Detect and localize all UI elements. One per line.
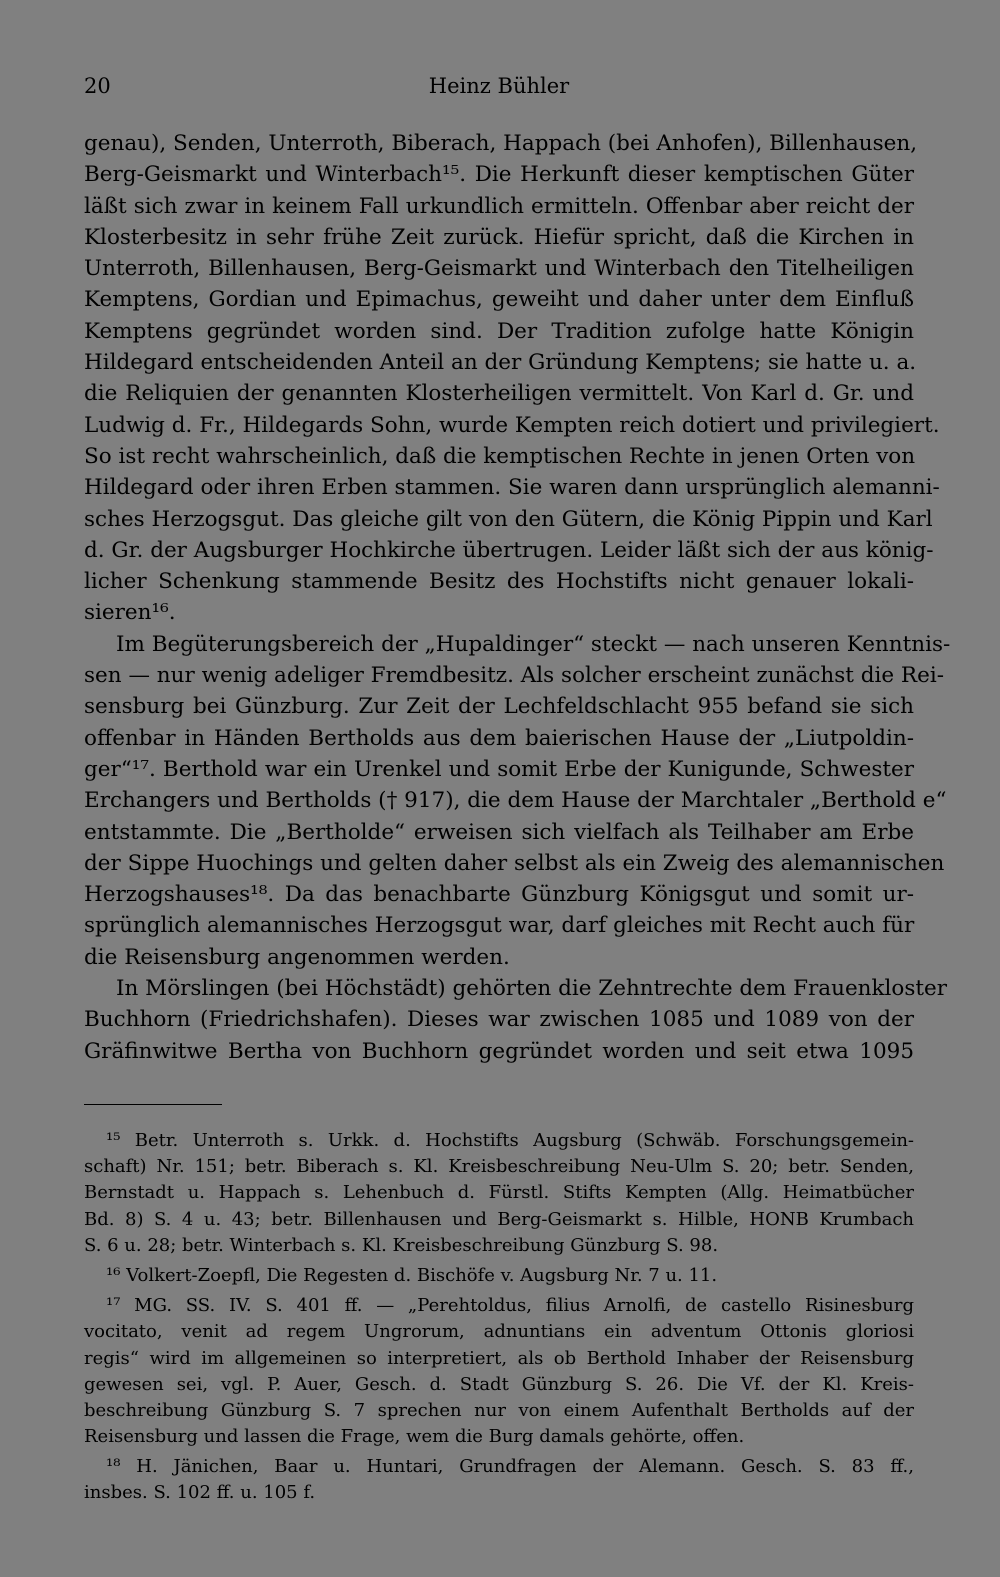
footnote-line: Bd. 8) S. 4 u. 43; betr. Billenhausen und Berg-Geismarkt s. Hilble, HONB Krumbach bbox=[84, 1208, 914, 1230]
footnote-line: regis“ wird im allgemeinen so interpretiert, als ob Berthold Inhaber der Reisensburg bbox=[84, 1347, 914, 1369]
text-line: Erchangers und Bertholds († 917), die dem Hause der Marchtaler „Berthold e“ bbox=[84, 788, 947, 814]
footnote-line: S. 6 u. 28; betr. Winterbach s. Kl. Kreisbeschreibung Günzburg S. 98. bbox=[84, 1234, 719, 1256]
footnote-line: insbes. S. 102 ff. u. 105 f. bbox=[84, 1482, 316, 1504]
text-line: sen — nur wenig adeliger Fremdbesitz. Als solcher erscheint zunächst die Rei- bbox=[84, 663, 944, 689]
text-line: offenbar in Händen Bertholds aus dem baierischen Hause der „Liutpoldin- bbox=[84, 725, 914, 751]
text-line: Klosterbesitz in sehr frühe Zeit zurück. Hiefür spricht, daß die Kirchen in bbox=[84, 224, 914, 250]
footnote-line: ¹⁵ Betr. Unterroth s. Urkk. d. Hochstifts Augsburg (Schwäb. Forschungsgemein- bbox=[106, 1130, 914, 1151]
text-line: entstammte. Die „Bertholde“ erweisen sich vielfach als Teilhaber am Erbe bbox=[84, 819, 914, 845]
main-text bbox=[84, 128, 951, 1067]
text-line: die Reliquien der genannten Klosterheiligen vermittelt. Von Karl d. Gr. und bbox=[84, 381, 914, 407]
footnote-separator bbox=[84, 1104, 222, 1105]
text-line: In Mörslingen (bei Höchstädt) gehörten die Zehntrechte dem Frauenkloster bbox=[116, 976, 948, 1002]
text-line: der Sippe Huochings und gelten daher selbst als ein Zweig des alemannischen bbox=[84, 850, 945, 876]
text-line: ger“¹⁷. Berthold war ein Urenkel und somit Erbe der Kunigunde, Schwester bbox=[84, 756, 914, 782]
text-line: Kemptens, Gordian und Epimachus, geweiht und daher unter dem Einfluß bbox=[84, 287, 914, 313]
text-line: sprünglich alemannisches Herzogsgut war, darf gleiches mit Recht auch für bbox=[84, 913, 915, 939]
footnotes bbox=[84, 1128, 914, 1507]
text-line: Hildegard entscheidenden Anteil an der Gründung Kemptens; sie hatte u. a. bbox=[84, 350, 917, 376]
footnote-line: schaft) Nr. 151; betr. Biberach s. Kl. Kreisbeschreibung Neu-Ulm S. 20; betr. Senden, bbox=[84, 1156, 914, 1178]
text-line: genau), Senden, Unterroth, Biberach, Happach (bei Anhofen), Billenhausen, bbox=[84, 131, 918, 156]
text-line: Kemptens gegründet worden sind. Der Tradition zufolge hatte Königin bbox=[84, 318, 914, 344]
text-line: Ludwig d. Fr., Hildegards Sohn, wurde Kempten reich dotiert und privilegiert. bbox=[84, 412, 940, 438]
text-line: die Reisensburg angenommen werden. bbox=[84, 944, 510, 970]
text-line: Im Begüterungsbereich der „Hupaldinger“ steckt — nach unseren Kenntnis- bbox=[116, 631, 951, 657]
text-line: Hildegard oder ihren Erben stammen. Sie waren dann ursprünglich alemanni- bbox=[84, 475, 940, 501]
text-line: läßt sich zwar in keinem Fall urkundlich ermitteln. Offenbar aber reicht der bbox=[84, 193, 914, 219]
text-line: Unterroth, Billenhausen, Berg-Geismarkt und Winterbach den Titelheiligen bbox=[84, 256, 914, 282]
footnote-line: ¹⁸ H. Jänichen, Baar u. Huntari, Grundfragen der Alemann. Gesch. S. 83 ff., bbox=[106, 1456, 914, 1478]
text-line: Gräfinwitwe Bertha von Buchhorn gegründet worden und seit etwa 1095 bbox=[84, 1038, 914, 1064]
page-number: 20 bbox=[84, 74, 111, 98]
footnote-line: ¹⁶ Volkert-Zoepfl, Die Regesten d. Bischöfe v. Augsburg Nr. 7 u. 11. bbox=[106, 1264, 718, 1286]
footnote-line: ¹⁷ MG. SS. IV. S. 401 ff. — „Perehtoldus, filius Arnolfi, de castello Risinesburg bbox=[106, 1295, 914, 1317]
text-line: sches Herzogsgut. Das gleiche gilt von den Gütern, die König Pippin und Karl bbox=[84, 506, 933, 532]
text-line: Berg-Geismarkt und Winterbach¹⁵. Die Herkunft dieser kemptischen Güter bbox=[84, 162, 914, 188]
text-line: Herzogshauses¹⁸. Da das benachbarte Günzburg Königsgut und somit ur- bbox=[84, 882, 914, 908]
page-header bbox=[84, 74, 914, 104]
footnote-line: beschreibung Günzburg S. 7 sprechen nur von einem Aufenthalt Bertholds auf der bbox=[84, 1399, 914, 1421]
footnote-line: Bernstadt u. Happach s. Lehenbuch d. Fürstl. Stifts Kempten (Allg. Heimatbücher bbox=[84, 1182, 914, 1204]
text-line: licher Schenkung stammende Besitz des Hochstifts nicht genauer lokali- bbox=[84, 569, 914, 595]
text-line: d. Gr. der Augsburger Hochkirche übertrugen. Leider läßt sich der aus könig- bbox=[84, 537, 934, 563]
footnote-line: vocitato, venit ad regem Ungrorum, adnuntians ein adventum Ottonis gloriosi bbox=[84, 1321, 914, 1343]
text-line: So ist recht wahrscheinlich, daß die kemptischen Rechte in jenen Orten von bbox=[84, 443, 916, 469]
footnote-line: gewesen sei, vgl. P. Auer, Gesch. d. Stadt Günzburg S. 26. Die Vf. der Kl. Kreis- bbox=[84, 1373, 914, 1395]
text-line: sensburg bei Günzburg. Zur Zeit der Lechfeldschlacht 955 befand sie sich bbox=[84, 694, 914, 720]
text-line: Buchhorn (Friedrichshafen). Dieses war zwischen 1085 und 1089 von der bbox=[84, 1007, 914, 1033]
running-head: Heinz Bühler bbox=[428, 74, 570, 98]
text-line: sieren¹⁶. bbox=[84, 600, 176, 626]
footnote-line: Reisensburg und lassen die Frage, wem die Burg damals gehörte, offen. bbox=[84, 1426, 745, 1448]
